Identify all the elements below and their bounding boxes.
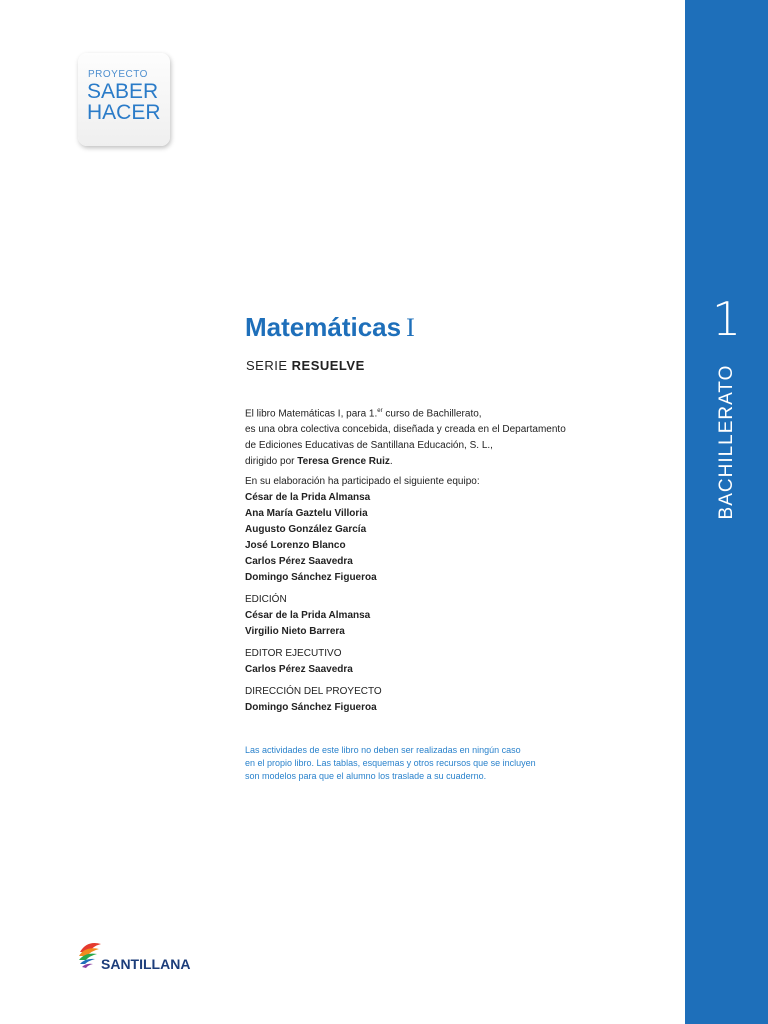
saber-hacer-logo	[78, 53, 170, 146]
brand-name: SANTILLANA	[101, 956, 191, 972]
direccion-name: Domingo Sánchez Figueroa	[245, 702, 377, 713]
edicion-section	[245, 592, 370, 640]
team-intro: En su elaboración ha participado el siguiente equipo:	[245, 476, 480, 487]
intro-line-1: El libro Matemáticas I, para 1.$^{er}$ curso de Bachillerato,	[245, 408, 482, 420]
intro-paragraph	[245, 403, 566, 470]
series-name: RESUELVE	[291, 358, 365, 373]
logo-line-1: PROYECTO	[88, 69, 148, 80]
team-member: Augusto González García	[245, 524, 367, 535]
usage-notice	[245, 744, 536, 783]
notice-line: Las actividades de este libro no deben ser realizadas en ningún caso	[245, 745, 521, 755]
intro-line-2: es una obra colectiva concebida, diseñada y creada en el Departamento	[245, 424, 566, 436]
team-member: Domingo Sánchez Figueroa	[245, 572, 377, 583]
editor-section	[245, 646, 353, 678]
editor-heading: EDITOR EJECUTIVO	[245, 648, 342, 659]
team-member: Ana María Gaztelu Villoria	[245, 508, 368, 519]
edicion-name: Virgilio Nieto Barrera	[245, 626, 345, 637]
team-member: Carlos Pérez Saavedra	[245, 556, 353, 567]
notice-line: en el propio libro. Las tablas, esquemas y otros recursos que se incluyen	[245, 758, 536, 768]
intro-line-4: dirigido por Teresa Grence Ruiz.	[245, 456, 393, 468]
sidebar-band	[685, 0, 768, 1024]
edicion-name: César de la Prida Almansa	[245, 610, 371, 621]
intro-line-3: de Ediciones Educativas de Santillana Educación, S. L.,	[245, 440, 493, 452]
team-member: César de la Prida Almansa	[245, 492, 371, 503]
direccion-section	[245, 684, 382, 716]
notice-line: son modelos para que el alumno los traslade a su cuaderno.	[245, 771, 487, 781]
edicion-heading: EDICIÓN	[245, 594, 287, 605]
team-section	[245, 474, 480, 586]
team-member: José Lorenzo Blanco	[245, 540, 346, 551]
series-line	[246, 358, 365, 373]
book-title	[245, 312, 415, 343]
logo-line-3: HACER	[87, 101, 161, 124]
direccion-heading: DIRECCIÓN DEL PROYECTO	[245, 686, 382, 697]
series-prefix: SERIE	[246, 358, 288, 373]
editor-name: Carlos Pérez Saavedra	[245, 664, 353, 675]
book-title-text: Matemáticas	[245, 312, 402, 342]
logo-line-2: SABER	[87, 80, 159, 103]
course-label: BACHILLERATO	[716, 364, 737, 520]
course-number: 1	[711, 292, 742, 346]
book-title-roman: I	[406, 313, 415, 342]
